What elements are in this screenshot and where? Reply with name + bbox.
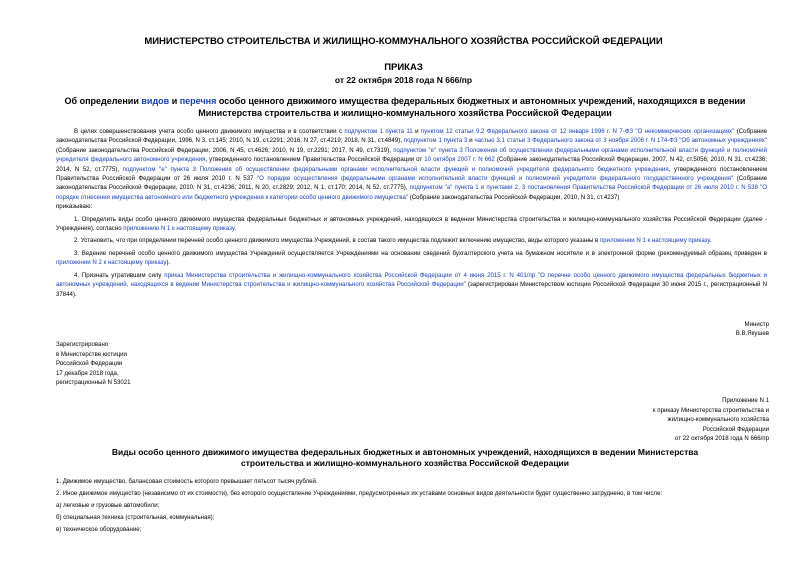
- link-preamble-7[interactable]: подпунктом "е" пункта 3 Положения об осуществлении федеральными органами исполнительной власти функций и полномочий учредителя федерального бюджетного учреждения: [122, 165, 669, 173]
- registration-block: [56, 340, 131, 388]
- appendix-line: от 22 октября 2018 года N 666/пр: [674, 435, 769, 443]
- appendix-line: жилищно-коммунального хозяйства: [667, 416, 769, 424]
- link-preamble-1[interactable]: подпунктом 1 пункта 11: [344, 128, 413, 135]
- signature-block: [736, 320, 769, 339]
- link-preamble-3[interactable]: подпунктом 1 пункта 3: [403, 137, 468, 145]
- appendix-title: Виды особо ценного движимого имущества федеральных бюджетных и автономных учреждений, находящихся в ведении Министерства строительства и жилищно-коммунального хозяйства Российской Федерации: [111, 447, 699, 468]
- list-item: а) легковые и грузовые автомобили;: [56, 502, 160, 509]
- registration-line: Российской Федерации: [56, 360, 123, 368]
- registration-line: 17 декабря 2018 года,: [56, 369, 119, 377]
- link-preamble-8[interactable]: "О порядке осуществления федеральными органами исполнительной власти функций и полномочий учредителя федерального государственного учреждения": [256, 175, 734, 183]
- link-preamble-9[interactable]: подпунктом "а" пункта 1 и пунктами 2, 3 постановления Правительства Российской Федерации от 26 июля 2010 г. N 538 "О порядке отнесения имущества автономного или бюджетного учреждения к категории особо ценного движимого имущества": [56, 184, 767, 201]
- ministry-heading: МИНИСТЕРСТВО СТРОИТЕЛЬСТВА И ЖИЛИЩНО-КОММУНАЛЬНОГО ХОЗЯЙСТВА РОССИЙСКОЙ ФЕДЕРАЦИИ: [144, 36, 663, 47]
- order-item-1: 1. Определить виды особо ценного движимого имущества федеральных бюджетных и автономных учреждений, находящихся в ведении Министерства строительства и жилищно-коммунального хозяйства Российской Федерации (далее - Учреждения), согласно приложению N 1 к настоящему приказу.: [56, 215, 767, 233]
- list-item: 1. Движимое имущество, балансовая стоимость которого превышает пятьсот тысяч рублей.: [56, 478, 318, 485]
- link-preamble-4[interactable]: частью 3.1 статьи 3 Федерального закона от 3 ноября 2006 г. N 174-ФЗ "Об автономных учреждениях": [474, 137, 767, 145]
- list-item: 2. Иное движимое имущество (независимо от их стоимости), без которого осуществление Учреждениями, предусмотренных их уставами основных видов деятельности будет существенно затруднено, в том числе:: [56, 490, 663, 497]
- link-vidy[interactable]: видов: [141, 96, 170, 106]
- link-preamble-6[interactable]: 10 октября 2007 г. N 662: [424, 156, 495, 164]
- list-item: б) специальная техника (строительная, коммунальная);: [56, 514, 215, 521]
- order-item-2: 2. Установить, что при определении перечней особо ценного движимого имущества Учреждений, в состав такого имущества подлежит включению имущество, виды которого указаны в приложении N 1 к настоящему приказу.: [74, 237, 712, 245]
- appendix-line: Приложение N 1: [722, 397, 769, 404]
- preamble-paragraph: В целях совершенствования учета особо ценного движимого имущества и в соответствии с подпунктом 1 пункта 11 и пунктом 12 статьи 9.2 Федерального закона от 12 января 1996 г. N 7-ФЗ "О некоммерческих организациях" (Собрание законодательства Российской Федерации, 1996, N 3, ст.145; 2010, N 19, ст.2291; 2016, N 27, ст.4219; 2018, N 31, ст.4849), подпунктом 1 пункта 3 и частью 3.1 статьи 3 Федерального закона от 3 ноября 2006 г. N 174-ФЗ "Об автономных учреждениях" (Собрание законодательства Российской Федерации, 2006, N 45, ст.4626; 2010, N 19, ст.2291; 2017, N 49, ст.7319), подпунктом "е" пункта 3 Положения об осуществлении федеральными органами исполнительной власти функций и полномочий учредителя федерального автономного учреждения, утвержденного постановлением Правительства Российской Федерации от 10 октября 2007 г. N 662 (Собрание законодательства Российской Федерации, 2007, N 42, ст.5056; 2010, N 31, ст.4236; 2014, N 52, ст.7775), подпунктом "е" пункта 3 Положения об осуществлении федеральными органами исполнительной власти функций и полномочий учредителя федерального бюджетного учреждения, утвержденного постановлением Правительства Российской Федерации от 26 июля 2010 г. N 537 "О порядке осуществления федеральными органами исполнительной власти функций и полномочий учредителя федерального государственного учреждения" (Собрание законодательства Российской Федерации, 2010, N 31, ст.4236; 2011, N 20, ст.2829; 2012, N 1, ст.170; 2014, N 52, ст.7775), подпунктом "а" пункта 1 и пунктами 2, 3 постановления Правительства Российской Федерации от 26 июля 2010 г. N 538 "О порядке отнесения имущества автономного или бюджетного учреждения к категории особо ценного движимого имущества" (Собрание законодательства Российской Федерации, 2010, N 31, ст.4237): [56, 128, 768, 201]
- appendix-header: [653, 396, 769, 444]
- link-appendix-1b[interactable]: приложении N 1 к настоящему приказу: [599, 237, 710, 245]
- registration-line: Зарегистрировано: [56, 341, 109, 348]
- link-repealed-order[interactable]: приказ Министерства строительства и жилищно-коммунального хозяйства Российской Федерации от 4 июня 2015 г. N 401/пр "О перечне особо ценного движимого имущества федеральных бюджетных и автономных учреждений, находящихся в ведении Министерства строительства и жилищно-коммунального хозяйства Российской Федерации": [56, 271, 767, 289]
- link-preamble-2[interactable]: пунктом 12 статьи 9.2 Федерального закона от 12 января 1996 г. N 7-ФЗ "О некоммерческих организациях": [420, 128, 735, 135]
- link-appendix-1[interactable]: приложению N 1 к настоящему приказу: [123, 225, 235, 233]
- registration-line: в Министерстве юстиции: [56, 350, 127, 358]
- registration-line: регистрационный N 53021: [56, 379, 131, 387]
- link-appendix-2[interactable]: приложении N 2 к настоящему приказу: [56, 259, 167, 267]
- document-title: Об определении видов и перечня особо ценного движимого имущества федеральных бюджетных и автономных учреждений, находящихся в ведении Министерства строительства и жилищно-коммунального хозяйства Российской Федерации: [64, 96, 746, 118]
- appendix-line: к приказу Министерства строительства и: [652, 406, 769, 414]
- signature-name: В.В.Якушев: [735, 330, 769, 338]
- list-item: в) техническое оборудование;: [56, 526, 142, 533]
- appendix-list: [56, 476, 767, 536]
- doc-type-heading: ПРИКАЗ: [384, 62, 423, 73]
- order-item-3: 3. Ведение перечней особо ценного движимого имущества Учреждений осуществляется Учреждениями на основании сведений бухгалтерского учета на бумажном носителе и в электронной форме (рекомендуемый образец приведен в приложении N 2 к настоящему приказу).: [56, 249, 767, 267]
- doc-date: от 22 октября 2018 года N 666/пр: [334, 75, 473, 85]
- link-preamble-5[interactable]: подпунктом "е" пункта 3 Положения об осуществлении федеральными органами исполнительной власти функций и полномочий учредителя федерального автономного учреждения: [56, 146, 767, 164]
- link-perechnya[interactable]: перечня: [179, 96, 217, 106]
- appendix-line: Российской Федерации: [702, 425, 769, 433]
- orders-word: приказываю:: [56, 203, 93, 211]
- order-item-4: 4. Признать утратившим силу приказ Министерства строительства и жилищно-коммунального хозяйства Российской Федерации от 4 июня 2015 г. N 401/пр "О перечне особо ценного движимого имущества федеральных бюджетных и автономных учреждений, находящихся в ведении Министерства строительства и жилищно-коммунального хозяйства Российской Федерации" (зарегистрирован Министерством юстиции Российской Федерации 30 июня 2015 г., регистрационный N 37844).: [56, 271, 767, 298]
- order-body: [56, 127, 767, 299]
- signature-role: Министр: [744, 321, 769, 328]
